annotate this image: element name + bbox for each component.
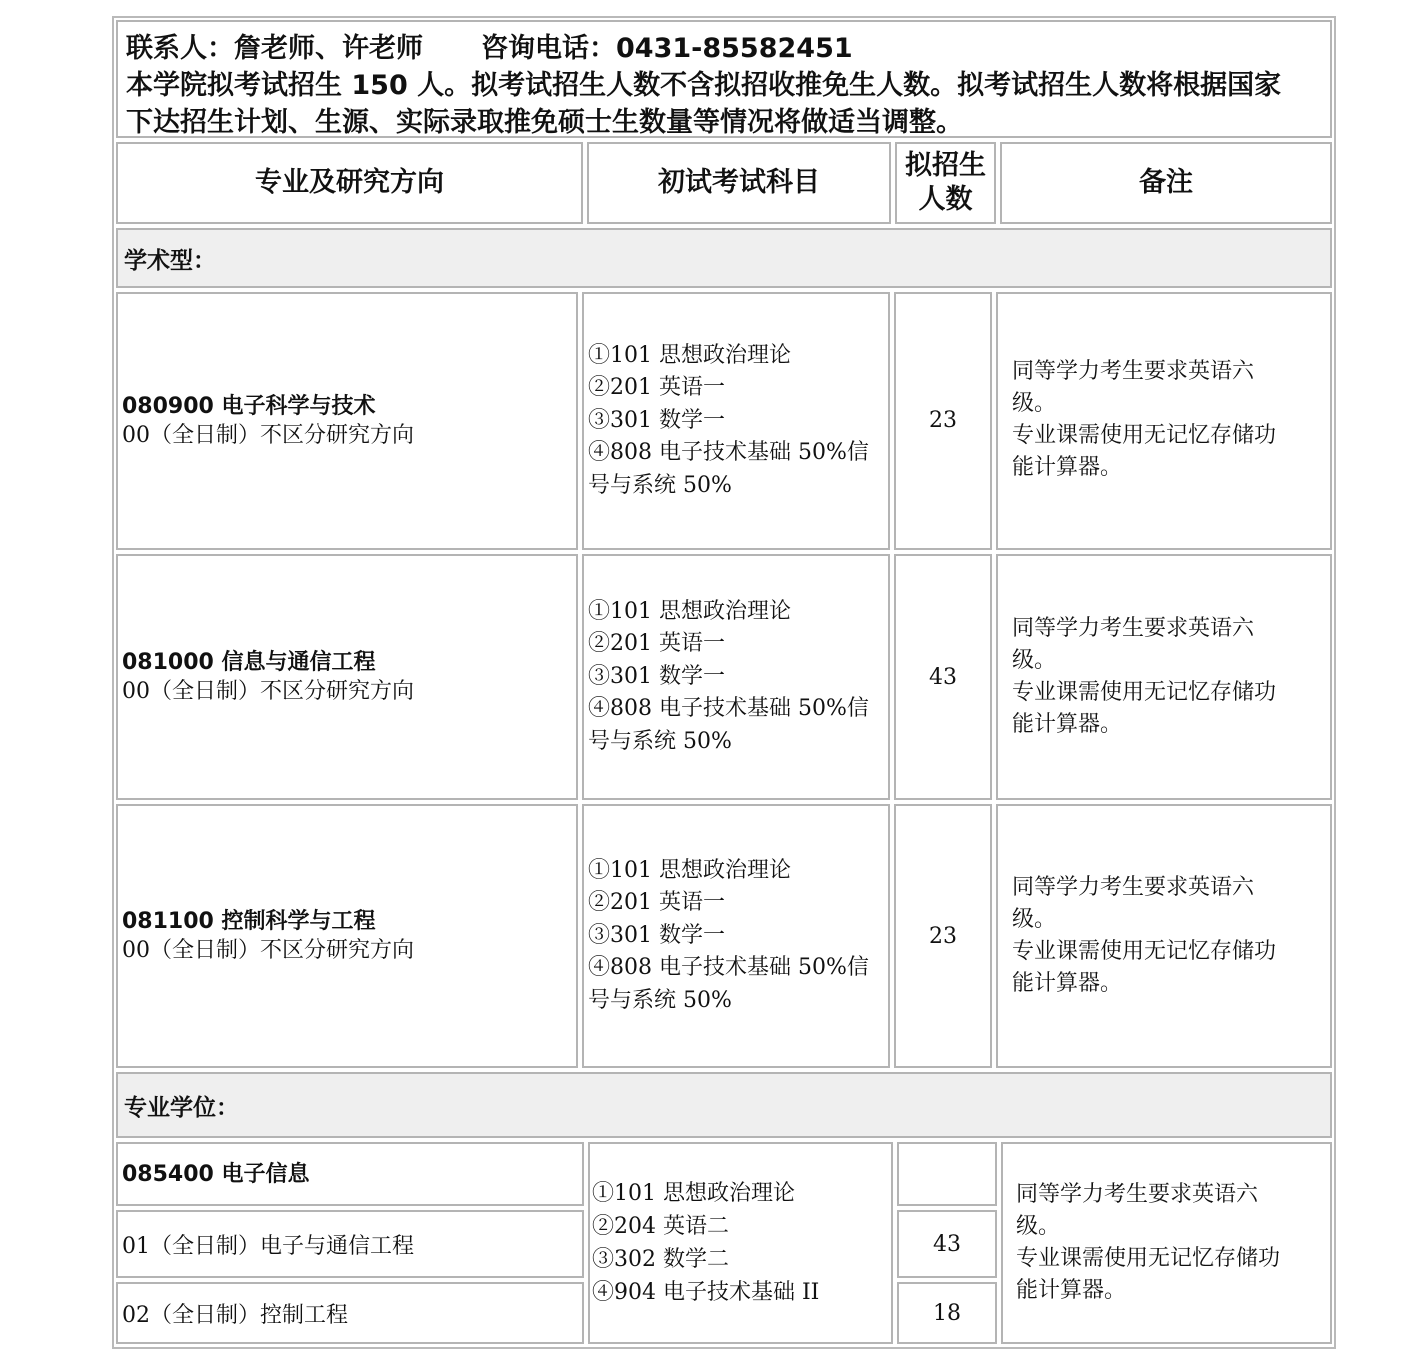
major-cell bbox=[116, 554, 578, 800]
quota-value: 43 bbox=[929, 664, 957, 690]
subject-line: ③301 数学一 bbox=[588, 922, 725, 948]
quota-value: 23 bbox=[929, 923, 957, 949]
major-cell bbox=[116, 292, 578, 550]
quota-cell bbox=[897, 1210, 997, 1278]
major-direction: 00（全日制）不区分研究方向 bbox=[122, 679, 414, 704]
note-line: 级。 bbox=[1012, 391, 1057, 416]
header-quota-line2: 人数 bbox=[918, 184, 973, 215]
note-line: 能计算器。 bbox=[1012, 455, 1123, 480]
subject-line: ①101 思想政治理论 bbox=[588, 598, 791, 624]
major-code-name: 081100 控制科学与工程 bbox=[122, 909, 376, 934]
header-quota-line1: 拟招生 bbox=[905, 150, 986, 181]
note-line: 能计算器。 bbox=[1012, 971, 1123, 996]
major-code-name: 081000 信息与通信工程 bbox=[122, 650, 376, 675]
note-line: 专业课需使用无记忆存储功 bbox=[1016, 1246, 1281, 1271]
header-major-label: 专业及研究方向 bbox=[255, 167, 444, 198]
note-cell bbox=[996, 292, 1332, 550]
subjects-cell bbox=[588, 1142, 893, 1344]
quota-value: 23 bbox=[929, 407, 957, 433]
major-code-name: 080900 电子科学与技术 bbox=[122, 394, 376, 419]
note-line: 同等学力考生要求英语六 bbox=[1012, 875, 1255, 900]
major-cell bbox=[116, 804, 578, 1068]
quota-cell bbox=[894, 804, 992, 1068]
subject-line: ③302 数学二 bbox=[592, 1247, 729, 1272]
major-code-name bbox=[116, 1142, 584, 1206]
subjects-cell bbox=[582, 292, 890, 550]
quota-value: 43 bbox=[933, 1231, 961, 1257]
note-line: 能计算器。 bbox=[1012, 712, 1123, 737]
note-cell bbox=[996, 804, 1332, 1068]
subject-line: ④808 电子技术基础 50%信 bbox=[588, 955, 869, 981]
note-line: 同等学力考生要求英语六 bbox=[1012, 616, 1255, 641]
note-line: 专业课需使用无记忆存储功 bbox=[1012, 680, 1277, 705]
subject-line: 号与系统 50% bbox=[588, 987, 732, 1013]
header-quota bbox=[895, 142, 996, 224]
header-subjects-label: 初试考试科目 bbox=[658, 167, 820, 198]
major-direction: 00（全日制）不区分研究方向 bbox=[122, 423, 414, 448]
quota-value: 18 bbox=[933, 1300, 961, 1326]
direction-row bbox=[116, 1210, 584, 1278]
info-box bbox=[116, 20, 1332, 138]
subject-line: ③301 数学一 bbox=[588, 407, 725, 433]
professional-code-name-label: 085400 电子信息 bbox=[122, 1161, 310, 1187]
subject-line: ②201 英语一 bbox=[588, 375, 725, 401]
subject-line: ④808 电子技术基础 50%信 bbox=[588, 696, 869, 722]
direction-label: 01（全日制）电子与通信工程 bbox=[122, 1233, 414, 1259]
direction-row bbox=[116, 1282, 584, 1344]
quota-cell bbox=[897, 1282, 997, 1344]
contact-label: 联系人：詹老师、许老师 bbox=[126, 33, 423, 64]
section-academic-label: 学术型： bbox=[124, 247, 216, 274]
adjustment-notice-line: 下达招生计划、生源、实际录取推免硕士生数量等情况将做适当调整。 bbox=[126, 107, 963, 138]
note-line: 专业课需使用无记忆存储功 bbox=[1012, 423, 1277, 448]
subject-line: ②204 英语二 bbox=[592, 1214, 729, 1239]
note-line: 级。 bbox=[1012, 648, 1057, 673]
subject-line: ④808 电子技术基础 50%信 bbox=[588, 440, 869, 466]
contact-line bbox=[126, 30, 1281, 67]
quota-cell-empty bbox=[897, 1142, 997, 1206]
subject-line: ①101 思想政治理论 bbox=[588, 342, 791, 368]
note-line: 级。 bbox=[1016, 1214, 1061, 1239]
header-major bbox=[116, 142, 583, 224]
subject-line: ②201 英语一 bbox=[588, 890, 725, 916]
note-line: 同等学力考生要求英语六 bbox=[1012, 359, 1255, 384]
note-line: 能计算器。 bbox=[1016, 1278, 1127, 1303]
subject-line: ④904 电子技术基础 II bbox=[592, 1280, 820, 1305]
info-text bbox=[126, 30, 1281, 141]
subject-line: 号与系统 50% bbox=[588, 472, 732, 498]
subject-line: ③301 数学一 bbox=[588, 663, 725, 689]
subjects-cell bbox=[582, 554, 890, 800]
section-academic bbox=[116, 228, 1332, 288]
quota-cell bbox=[894, 554, 992, 800]
section-professional bbox=[116, 1072, 1332, 1138]
major-direction: 00（全日制）不区分研究方向 bbox=[122, 938, 414, 963]
quota-cell bbox=[894, 292, 992, 550]
section-professional-label: 专业学位： bbox=[124, 1094, 239, 1121]
note-line: 级。 bbox=[1012, 907, 1057, 932]
subject-line: 号与系统 50% bbox=[588, 728, 732, 754]
quota-notice-line: 本学院拟考试招生 150 人。拟考试招生人数不含拟招收推免生人数。拟考试招生人数将根据国家 bbox=[126, 70, 1282, 101]
direction-label: 02（全日制）控制工程 bbox=[122, 1302, 348, 1328]
subjects-cell bbox=[582, 804, 890, 1068]
note-cell bbox=[996, 554, 1332, 800]
note-line: 同等学力考生要求英语六 bbox=[1016, 1182, 1259, 1207]
header-subjects bbox=[587, 142, 891, 224]
subject-line: ①101 思想政治理论 bbox=[592, 1181, 795, 1206]
note-line: 专业课需使用无记忆存储功 bbox=[1012, 939, 1277, 964]
subject-line: ①101 思想政治理论 bbox=[588, 857, 791, 883]
header-note bbox=[1000, 142, 1332, 224]
note-cell bbox=[1001, 1142, 1332, 1344]
header-note-label: 备注 bbox=[1139, 167, 1193, 198]
phone-label: 咨询电话：0431-85582451 bbox=[481, 33, 853, 64]
subject-line: ②201 英语一 bbox=[588, 631, 725, 657]
